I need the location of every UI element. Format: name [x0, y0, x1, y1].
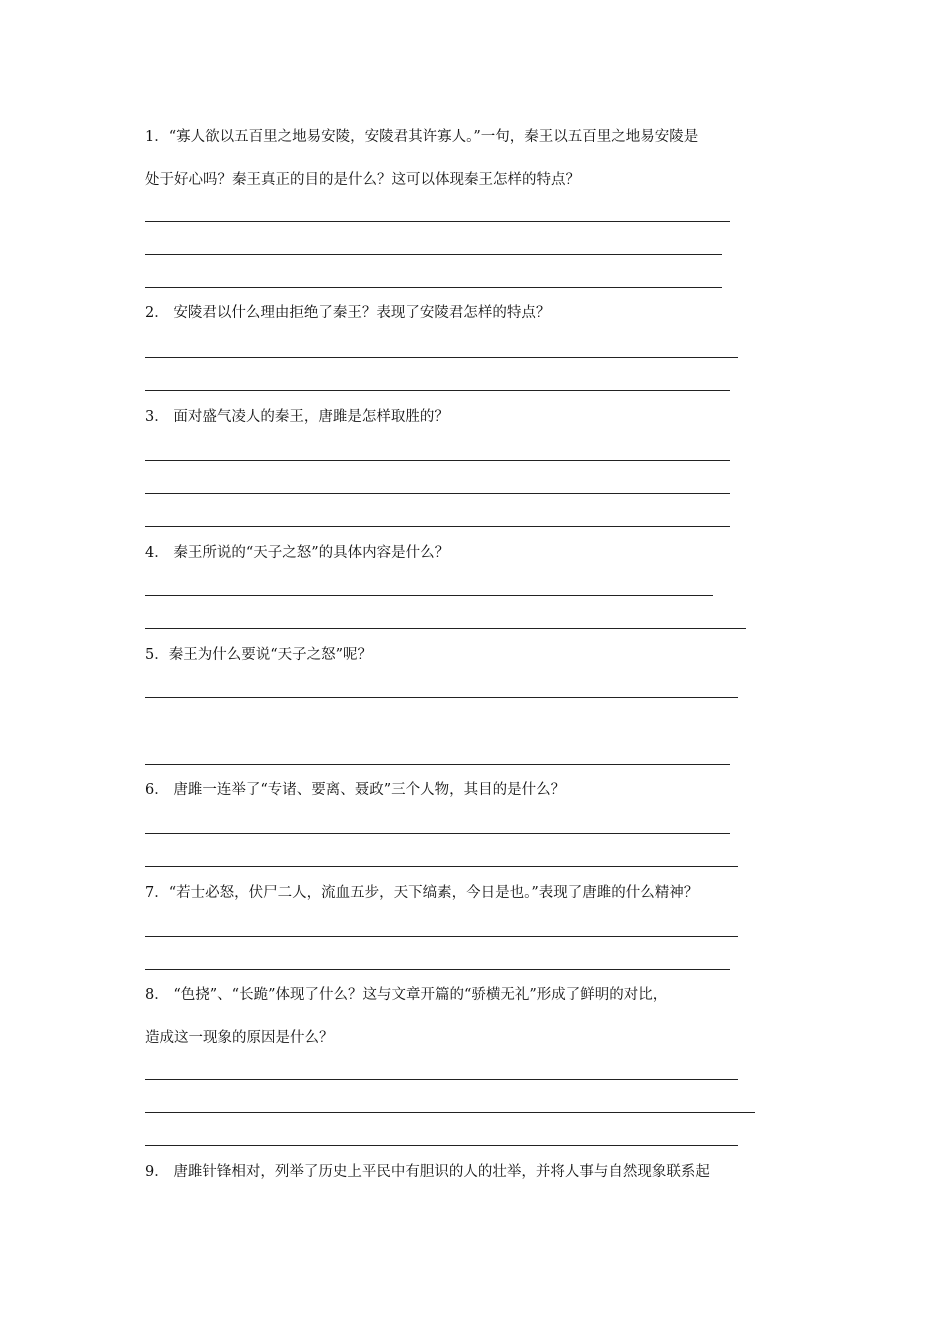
answer-line[interactable]	[145, 866, 738, 867]
question-1-line-1: 1．“寡人欲以五百里之地易安陵，安陵君其许寡人。”一句，秦王以五百里之地易安陵是	[145, 129, 699, 145]
answer-line[interactable]	[145, 357, 738, 358]
answer-line[interactable]	[145, 764, 730, 765]
answer-line[interactable]	[145, 628, 746, 629]
question-9: 9． 唐雎针锋相对，列举了历史上平民中有胆识的人的壮举，并将人事与自然现象联系起	[145, 1164, 710, 1180]
question-2: 2． 安陵君以什么理由拒绝了秦王？表现了安陵君怎样的特点？	[145, 305, 551, 321]
answer-line[interactable]	[145, 936, 738, 937]
question-7: 7．“若士必怒，伏尸二人，流血五步，天下缟素，今日是也。”表现了唐雎的什么精神？	[145, 885, 699, 901]
answer-line[interactable]	[145, 526, 730, 527]
answer-line[interactable]	[145, 1145, 738, 1146]
answer-line[interactable]	[145, 460, 730, 461]
question-3: 3． 面对盛气凌人的秦王，唐雎是怎样取胜的？	[145, 409, 449, 425]
answer-line[interactable]	[145, 221, 730, 222]
answer-line[interactable]	[145, 697, 738, 698]
question-8-line-2: 造成这一现象的原因是什么？	[145, 1030, 334, 1046]
question-1-line-2: 处于好心吗？秦王真正的目的是什么？这可以体现秦王怎样的特点？	[145, 172, 580, 188]
answer-line[interactable]	[145, 254, 722, 255]
answer-line[interactable]	[145, 390, 730, 391]
question-5: 5．秦王为什么要说“天子之怒”呢？	[145, 647, 373, 663]
answer-line[interactable]	[145, 595, 713, 596]
answer-line[interactable]	[145, 287, 722, 288]
answer-line[interactable]	[145, 833, 730, 834]
question-8-line-1: 8． “色挠”、“长跪”体现了什么？这与文章开篇的“骄横无礼”形成了鲜明的对比，	[145, 987, 668, 1003]
answer-line[interactable]	[145, 493, 730, 494]
answer-line[interactable]	[145, 969, 730, 970]
answer-line[interactable]	[145, 1079, 738, 1080]
question-4: 4． 秦王所说的“天子之怒”的具体内容是什么？	[145, 545, 450, 561]
question-6: 6． 唐雎一连举了“专诸、要离、聂政”三个人物，其目的是什么？	[145, 782, 566, 798]
answer-line[interactable]	[145, 1112, 755, 1113]
